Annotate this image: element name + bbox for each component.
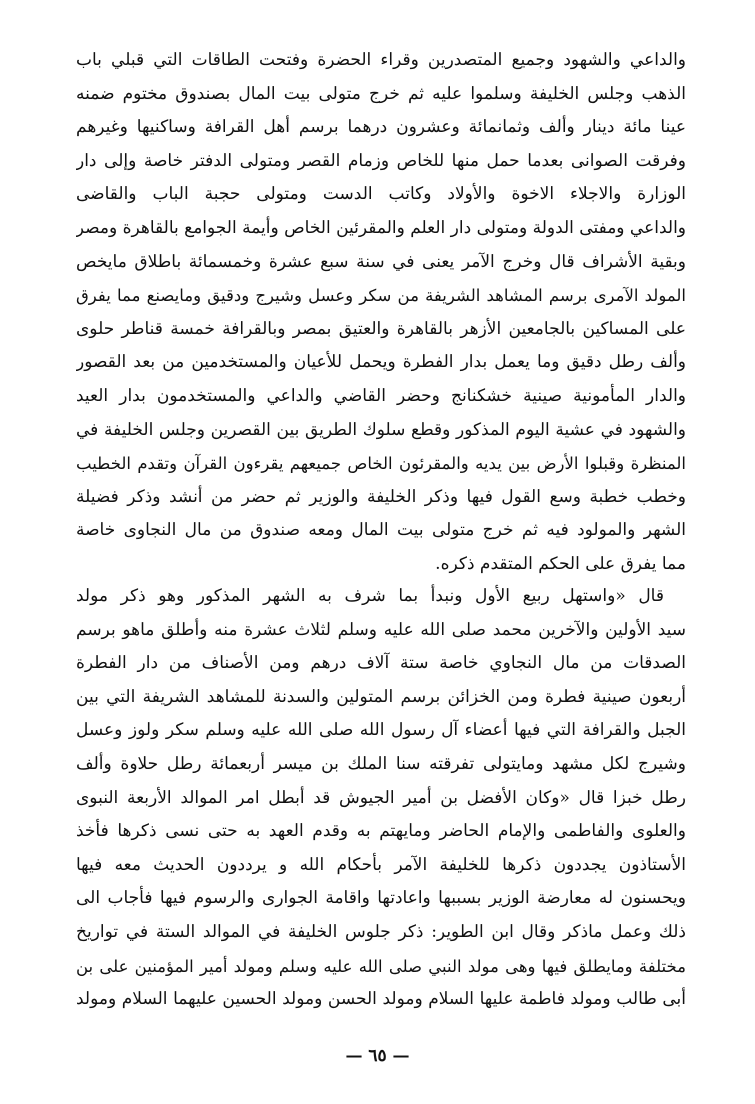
page-number: — ٦٥ —	[345, 1046, 410, 1066]
text-line: والدار المأمونية صينية خشكنانج وحضر القاضي والداعي والمستخدمون بدار العيد	[76, 385, 686, 406]
text-line: والداعي ومفتى الدولة ومتولى دار العلم والمقرئين الخاص وأيمة الجوامع بالقاهرة ومصر	[76, 217, 686, 238]
text-line: والشهود في عشية اليوم المذكور وقطع سلوك الطريق بين القصرين وجلس الخليفة في	[76, 419, 686, 440]
text-line: ذلك وعمل ماذكر وقال ابن الطوير: ذكر جلوس الخليفة في الموالد الستة في تواريخ	[76, 921, 686, 942]
text-line: رطل خبزا قال «وكان الأفضل بن أمير الجيوش قد أبطل امر الموالد الأربعة النبوى	[76, 787, 686, 808]
text-line: الجبل والقرافة التي فيها أعضاء آل رسول الله صلى الله عليه وسلم سكر ولوز وعسل	[76, 720, 686, 741]
text-line: وخطب خطبة وسع القول فيها وذكر الخليفة والوزير ثم حضر من أنشد وذكر فضيلة	[76, 486, 686, 507]
text-line: ويحسنون له معارضة الوزير بسببها واعادتها واقامة الجوارى والرسوم فيها فأجاب الى	[76, 888, 686, 909]
text-line: الصدقات من مال النجاوي خاصة ستة آلاف درهم ومن الأصناف من دار الفطرة	[76, 653, 686, 674]
text-line: أربعون صينية فطرة ومن الخزائن برسم المتولين والسدنة للمشاهد الشريفة التي بين	[76, 686, 686, 707]
paragraph-1	[76, 44, 686, 582]
text-line: والداعي والشهود وجميع المتصدرين وقراء الحضرة وفتحت الطاقات التي قبلي باب	[76, 50, 686, 70]
text-line: وبقية الأشراف قال وخرج الآمر يعنى في سنة سبع عشرة وخمسمائة باطلاق مايخص	[76, 251, 686, 272]
text-line: مختلفة ومايطلق فيها وهى مولد النبي صلى الله عليه وسلم ومولد أمير المؤمنين على بن	[76, 956, 686, 976]
text-line: عينا مائة دينار وألف وثمانمائة وعشرون درهما برسم أهل القرافة وساكنيها وغيرهم	[76, 117, 686, 138]
text-line: وألف رطل دقيق وما يعمل بدار الفطرة ويحمل للأعيان والمستخدمين من بعد القصور	[76, 352, 686, 373]
paragraph-2	[76, 580, 686, 1017]
text-line: الشهر والمولود فيه ثم خرج متولى بيت المال ومعه صندوق من مال النجاوى خاصة	[76, 520, 686, 541]
text-line: الوزارة والاجلاء الاخوة والأولاد وكاتب الدست ومتولى حجبة الباب والقاضى	[76, 184, 686, 205]
text-line: مما يفرق على الحكم المتقدم ذكره.	[435, 553, 686, 574]
text-line: على المساكين بالجامعين الأزهر بالقاهرة والعتيق بمصر وبالقرافة خمسة قناطر حلوى	[76, 318, 686, 339]
text-line: الذهب وجلس الخليفة وسلموا عليه ثم خرج متولى بيت المال بصندوق مختوم ضمنه	[76, 83, 686, 104]
text-line: قال «واستهل ربيع الأول ونبدأ بما شرف به الشهر المذكور وهو ذكر مولد	[76, 586, 664, 606]
text-line: والعلوى والفاطمى والإمام الحاضر ومايهتم به وقدم العهد به حتى نسى ذكرها فأخذ	[76, 821, 686, 842]
text-line: وشيرج لكل مشهد ومايتولى تفرقته سنا الملك بن ميسر أربعمائة رطل حلاوة وألف	[76, 753, 686, 774]
text-line: الأستاذون يجددون ذكرها للخليفة الآمر بأحكام الله و يرددون الحديث معه فيها	[76, 854, 686, 875]
text-line: المولد الآمرى برسم المشاهد الشريفة من سكر وعسل وشيرج ودقيق ومايصنع مما يفرق	[76, 286, 686, 306]
text-line: سيد الأولين والآخرين محمد صلى الله عليه وسلم لثلاث عشرة منه وأطلق ماهو برسم	[76, 619, 686, 640]
text-line: أبى طالب ومولد فاطمة عليها السلام ومولد الحسن ومولد الحسين عليهما السلام ومولد	[76, 989, 686, 1010]
text-line: المنظرة وقبلوا الأرض بين يديه والمقرئون الخاص جميعهم يقرءون القرآن وتقدم الخطيب	[76, 454, 686, 474]
text-line: وفرقت الصوانى بعدما حمل منها للخاص وزمام القصر ومتولى الدفتر خاصة وإلى دار	[76, 150, 686, 171]
